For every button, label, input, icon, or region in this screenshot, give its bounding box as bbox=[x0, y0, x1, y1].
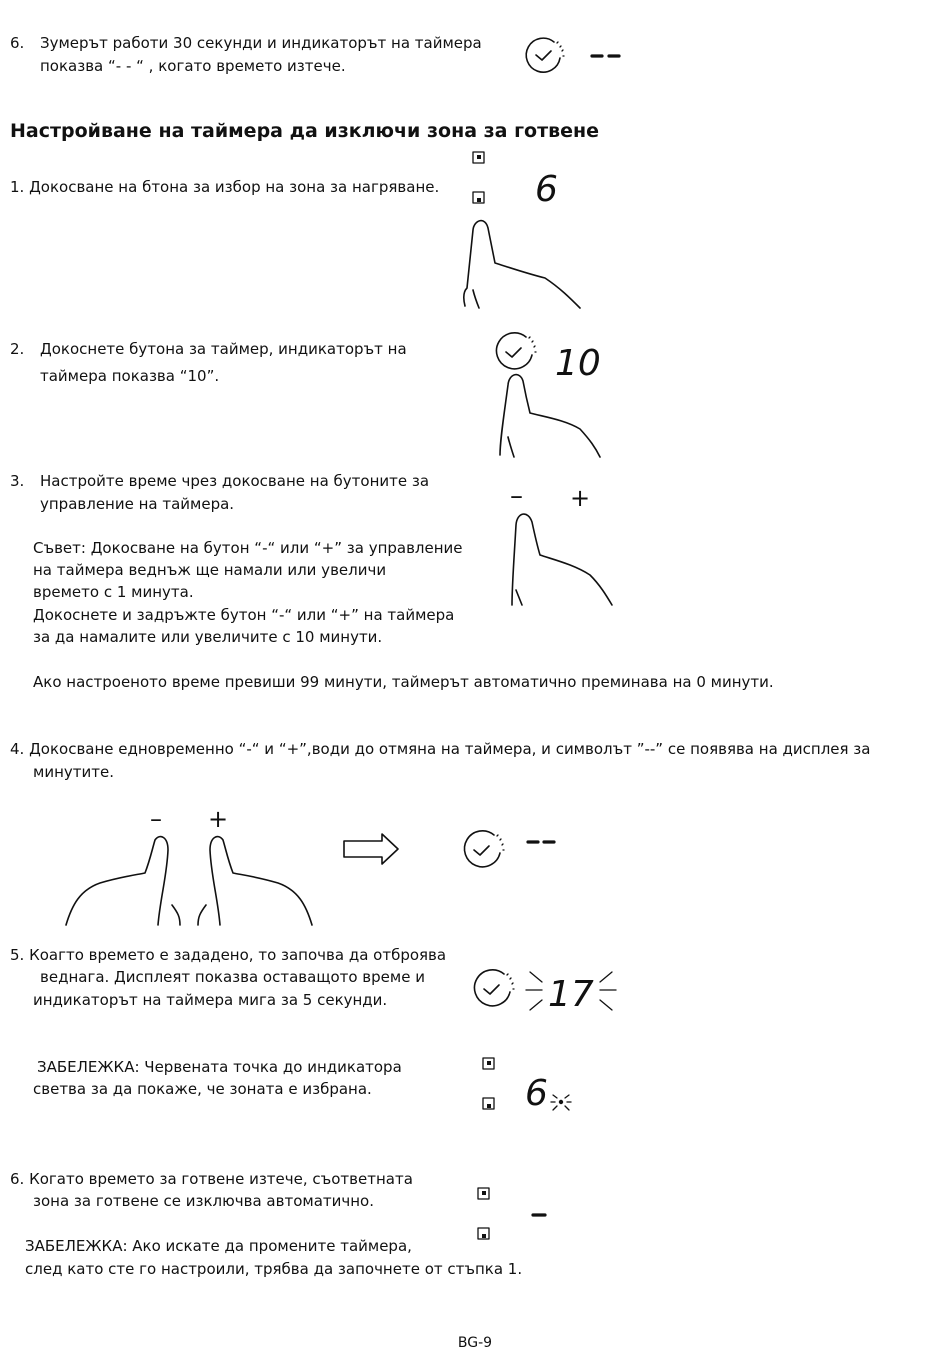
step2-figure bbox=[490, 325, 620, 465]
step3-tip-line4: Докоснете и задръжте бутон “-“ или “+” на таймера bbox=[33, 606, 455, 624]
step6-note-line2: след като сте го настроили, трябва да започнете от стъпка 1. bbox=[25, 1260, 523, 1278]
finger-icon bbox=[464, 221, 580, 308]
step5-zone-figure bbox=[475, 1050, 595, 1120]
step5-timer-figure bbox=[470, 960, 630, 1025]
plus-button-icon: + bbox=[570, 484, 591, 512]
step1-text: 1. Докосване на бтона за избор на зона за нагряване. bbox=[10, 178, 440, 196]
step5-line2: веднага. Дисплеят показва оставащото време и bbox=[40, 968, 425, 986]
timer-icon bbox=[464, 831, 504, 867]
step3-number: 3. bbox=[10, 472, 25, 490]
step6-line2: зона за готвене се изключва автоматично. bbox=[33, 1192, 374, 1210]
step3-figure bbox=[500, 480, 630, 610]
step5-zone-display: 6 bbox=[525, 1073, 548, 1114]
plus-button-icon: + bbox=[208, 805, 229, 833]
timer-expired-figure bbox=[520, 30, 630, 82]
step5-note-line1: ЗАБЕЛЕЖКА: Червената точка до индикатора bbox=[37, 1058, 402, 1076]
step4-line2: минутите. bbox=[33, 763, 114, 781]
step1-figure bbox=[455, 148, 595, 313]
timer-icon bbox=[526, 38, 564, 72]
timer-icon bbox=[474, 970, 514, 1006]
step2-number: 2. bbox=[10, 340, 25, 358]
intro-step-line1: Зумерът работи 30 секунди и индикаторът на таймера bbox=[40, 34, 482, 52]
step6-figure bbox=[470, 1180, 560, 1245]
intro-step-line2: показва “- - “ , когато времето изтече. bbox=[40, 57, 346, 75]
step6-note-line1: ЗАБЕЛЕЖКА: Ако искате да промените таймера, bbox=[25, 1237, 412, 1255]
step3-tip-line3: времето с 1 минута. bbox=[33, 583, 194, 601]
right-finger-icon bbox=[198, 837, 312, 925]
minus-button-icon: – bbox=[510, 481, 523, 511]
step4-figure bbox=[60, 805, 580, 930]
section-title: Настройване на таймера да изключи зона за готвене bbox=[10, 120, 600, 142]
step5-note-line2: светва за да покаже, че зоната е избрана. bbox=[33, 1080, 372, 1098]
blink-rays-right-icon bbox=[600, 972, 616, 1010]
step3-note: Ако настроеното време превиши 99 минути, таймерът автоматично преминава на 0 минути. bbox=[33, 673, 774, 691]
step2-line2: таймера показва “10”. bbox=[40, 367, 220, 385]
step3-line1: Настройте време чрез докосване на бутоните за bbox=[40, 472, 430, 490]
intro-step-number: 6. bbox=[10, 34, 25, 52]
step6-line1: 6. Когато времето за готвене изтече, съответната bbox=[10, 1170, 413, 1188]
step5-line3: индикаторът на таймера мига за 5 секунди. bbox=[33, 991, 388, 1009]
step3-line2: управление на таймера. bbox=[40, 495, 235, 513]
minus-button-icon: – bbox=[150, 805, 162, 833]
arrow-right-icon bbox=[344, 834, 398, 864]
step4-line1: 4. Докосване едновременно “-“ и “+”,води до отмяна на таймера, и символът ”--” се появява на дисплея за bbox=[10, 740, 871, 758]
finger-icon bbox=[500, 375, 600, 457]
zone-dot-icon bbox=[559, 1100, 563, 1104]
timer-icon bbox=[496, 333, 536, 369]
step3-tip-line1: Съвет: Докосване на бутон “-“ или “+” за управление bbox=[33, 539, 463, 557]
step2-display: 10 bbox=[555, 343, 601, 384]
finger-icon bbox=[512, 514, 612, 605]
step2-line1: Докоснете бутона за таймер, индикаторът на bbox=[40, 340, 407, 358]
blink-rays-left-icon bbox=[526, 972, 542, 1010]
step5-display: 17 bbox=[548, 974, 594, 1015]
step1-display: 6 bbox=[535, 169, 558, 210]
left-finger-icon bbox=[66, 837, 180, 925]
step3-tip-line2: на таймера веднъж ще намали или увеличи bbox=[33, 561, 387, 579]
step3-tip-line5: за да намалите или увеличите с 10 минути. bbox=[33, 628, 383, 646]
page-number: BG-9 bbox=[457, 1335, 493, 1351]
step5-line1: 5. Коагто времето е зададено, то започва да отброява bbox=[10, 946, 447, 964]
